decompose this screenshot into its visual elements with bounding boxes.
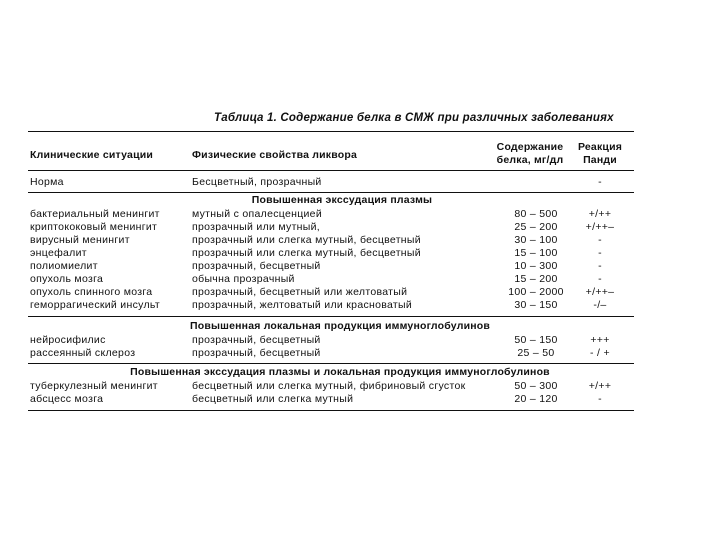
cell-pandy: - xyxy=(598,273,602,285)
table-row xyxy=(0,273,720,286)
section-title-local-immunoglobulin: Повышенная локальная продукция иммуноглобулинов xyxy=(189,320,491,332)
cell-protein: 30 – 100 xyxy=(514,234,558,246)
cell-situation: нейросифилис xyxy=(30,334,106,346)
cell-properties: мутный с опалесценцией xyxy=(192,208,322,220)
cell-protein: 20 – 120 xyxy=(514,393,558,405)
cell-pandy: -/– xyxy=(593,299,607,311)
cell-situation: полиомиелит xyxy=(30,260,98,272)
header-pandy-line2: Панди xyxy=(583,154,617,166)
cell-protein: 80 – 500 xyxy=(514,208,558,220)
cell-situation: энцефалит xyxy=(30,247,87,259)
cell-protein: 25 – 200 xyxy=(514,221,558,233)
cell-situation: криптококовый менингит xyxy=(30,221,158,233)
header-physical-properties: Физические свойства ликвора xyxy=(192,149,358,161)
table-row xyxy=(0,208,720,221)
cell-situation: геморрагический инсульт xyxy=(30,299,160,311)
table-row xyxy=(0,247,720,260)
section-title-exudation-and-local-production: Повышенная экссудация плазмы и локальная продукция иммуноглобулинов xyxy=(130,366,550,378)
cell-properties: прозрачный, бесцветный xyxy=(192,347,321,359)
cell-properties: бесцветный или слегка мутный, фибриновый сгусток xyxy=(192,380,466,392)
section-title-plasma-exudation: Повышенная экссудация плазмы xyxy=(251,194,433,206)
cell-situation: опухоль мозга xyxy=(30,273,104,285)
section2-bottom-rule xyxy=(28,363,634,364)
cell-situation: вирусный менингит xyxy=(30,234,130,246)
header-pandy-line1: Реакция xyxy=(577,141,623,153)
cell-properties: прозрачный, бесцветный xyxy=(192,260,321,272)
cell-properties: бесцветный или слегка мутный xyxy=(192,393,354,405)
cell-situation: абсцесс мозга xyxy=(30,393,104,405)
table-row-norm xyxy=(0,176,720,189)
cell-protein: 10 – 300 xyxy=(514,260,558,272)
cell-protein: 30 – 150 xyxy=(514,299,558,311)
section1-bottom-rule xyxy=(28,316,634,317)
cell-properties: прозрачный или слегка мутный, бесцветный xyxy=(192,234,421,246)
cell-protein: 100 – 2000 xyxy=(508,286,564,298)
cell-situation: бактериальный менингит xyxy=(30,208,160,220)
cell-pandy: - xyxy=(598,234,602,246)
table-row xyxy=(0,347,720,360)
cell-pandy: - / + xyxy=(590,347,610,359)
cell-situation: Норма xyxy=(30,176,64,188)
table-bottom-rule xyxy=(28,410,634,411)
cell-pandy: +++ xyxy=(590,334,610,346)
cell-properties: прозрачный, бесцветный или желтоватый xyxy=(192,286,408,298)
header-protein-line2: белка, мг/дл xyxy=(496,154,564,166)
cell-properties: прозрачный, желтоватый или красноватый xyxy=(192,299,413,311)
cell-properties: прозрачный или мутный, xyxy=(192,221,321,233)
cell-properties: обычна прозрачный xyxy=(192,273,295,285)
cell-protein: 15 – 200 xyxy=(514,273,558,285)
cell-pandy: +/++ xyxy=(588,380,612,392)
cell-protein: 25 – 50 xyxy=(517,347,555,359)
table-row xyxy=(0,393,720,406)
cell-pandy: - xyxy=(598,260,602,272)
cell-pandy: +/++ xyxy=(588,208,612,220)
header-protein-content xyxy=(480,141,580,167)
top-rule xyxy=(28,131,634,132)
cell-pandy: - xyxy=(598,393,602,405)
cell-pandy: - xyxy=(598,176,602,188)
norm-bottom-rule xyxy=(28,192,634,193)
cell-situation: туберкулезный менингит xyxy=(30,380,158,392)
cell-situation: рассеянный склероз xyxy=(30,347,136,359)
cell-pandy: +/++– xyxy=(585,286,615,298)
header-bottom-rule xyxy=(28,170,634,171)
cell-properties: Бесцветный, прозрачный xyxy=(192,176,322,188)
header-pandy-reaction xyxy=(568,141,632,167)
cell-pandy: - xyxy=(598,247,602,259)
cell-protein: 15 – 100 xyxy=(514,247,558,259)
cell-protein: 50 – 150 xyxy=(514,334,558,346)
cell-properties: прозрачный или слегка мутный, бесцветный xyxy=(192,247,421,259)
cell-properties: прозрачный, бесцветный xyxy=(192,334,321,346)
table-row xyxy=(0,286,720,299)
header-clinical-situations: Клинические ситуации xyxy=(30,149,154,161)
cell-protein: 50 – 300 xyxy=(514,380,558,392)
cell-pandy: +/++– xyxy=(585,221,615,233)
table-row xyxy=(0,380,720,393)
table-row xyxy=(0,334,720,347)
table-row xyxy=(0,260,720,273)
header-protein-line1: Содержание xyxy=(496,141,564,153)
table-row xyxy=(0,299,720,312)
table-row xyxy=(0,221,720,234)
cell-situation: опухоль спинного мозга xyxy=(30,286,153,298)
table-row xyxy=(0,234,720,247)
table-caption: Таблица 1. Содержание белка в СМЖ при различных заболеваниях xyxy=(214,112,614,124)
